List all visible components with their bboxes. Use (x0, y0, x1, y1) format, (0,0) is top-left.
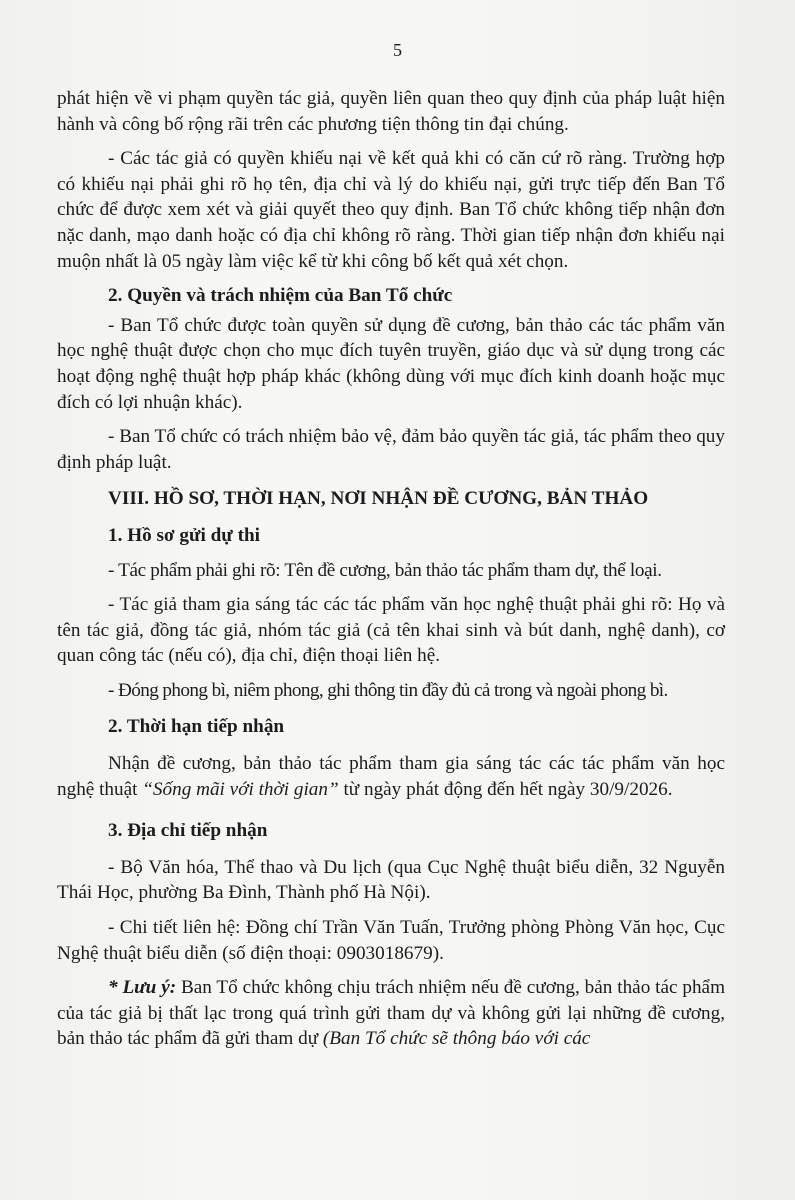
paragraph-continuation: phát hiện về vi phạm quyền tác giả, quyền liên quan theo quy định của pháp luật hiện hành và công bố rộng rãi trên các phương tiện thông tin đại chúng. (57, 88, 725, 135)
heading-section-viii: VIII. HỒ SƠ, THỜI HẠN, NƠI NHẬN ĐỀ CƯƠNG, BẢN THẢO (108, 488, 649, 510)
paragraph-organizer-protection: - Ban Tổ chức có trách nhiệm bảo vệ, đảm bảo quyền tác giả, tác phẩm theo quy định pháp luật. (57, 426, 725, 473)
heading-address: 3. Địa chỉ tiếp nhận (108, 820, 268, 842)
paragraph-ministry-address: - Bộ Văn hóa, Thể thao và Du lịch (qua Cục Nghệ thuật biểu diễn, 32 Nguyễn Thái Học, phường Ba Đình, Thành phố Hà Nội). (57, 856, 725, 904)
paragraph-complaints: - Các tác giả có quyền khiếu nại về kết quả khi có căn cứ rõ ràng. Trường hợp có khiếu nại phải ghi rõ họ tên, địa chỉ và lý do khiếu nại, gửi trực tiếp đến Ban Tổ chức để được xem xét và giải quyết theo quy định. Ban Tổ chức không tiếp nhận đơn nặc danh, mạo danh hoặc có địa chỉ không rõ ràng. Thời gian tiếp nhận đơn khiếu nại muộn nhất là 05 ngày làm việc kể từ khi công bố kết quả xét chọn. (57, 148, 725, 272)
page-number: 5 (393, 40, 402, 60)
heading-organizer-rights: 2. Quyền và trách nhiệm của Ban Tổ chức (108, 285, 453, 307)
heading-deadline: 2. Thời hạn tiếp nhận (108, 716, 285, 738)
paragraph-work-info: - Tác phẩm phải ghi rõ: Tên đề cương, bản thảo tác phẩm tham dự, thể loại. (108, 559, 662, 581)
paragraph-deadline (57, 751, 725, 802)
note-text: Ban Tổ chức không chịu trách nhiệm nếu đề cương, bản thảo tác phẩm của tác giả bị thất lạc trong quá trình gửi tham dự và không gửi lại những đề cương, bản thảo tác phẩm đã gửi tham dự (57, 977, 725, 1050)
paragraph-note (57, 975, 725, 1052)
paragraph-envelope: - Đóng phong bì, niêm phong, ghi thông tin đầy đủ cả trong và ngoài phong bì. (108, 679, 668, 701)
note-label: * Lưu ý: (108, 977, 177, 999)
deadline-text-start: Nhận đề cương, bản thảo tác phẩm tham gia sáng tác các tác phẩm văn học nghệ thuật (57, 753, 725, 800)
paragraph-organizer-usage: - Ban Tổ chức được toàn quyền sử dụng đề cương, bản thảo các tác phẩm văn học nghệ thuật được chọn cho mục đích tuyên truyền, giáo dục và sử dụng trong các hoạt động nghệ thuật hợp pháp khác (không dùng với mục đích kinh doanh hoặc mục đích có lợi nhuận khác). (57, 314, 725, 413)
deadline-text-end: từ ngày phát động đến hết ngày 30/9/2026. (338, 778, 673, 800)
paragraph-author-info: - Tác giả tham gia sáng tác các tác phẩm văn học nghệ thuật phải ghi rõ: Họ và tên tác giả, đồng tác giả, nhóm tác giả (cả tên khai sinh và bút danh, nghệ danh), cơ quan công tác (nếu có), địa chỉ, điện thoại liên hệ. (57, 594, 725, 667)
campaign-title: “Sống mãi với thời gian” (142, 778, 339, 800)
document-body (57, 86, 725, 1052)
heading-dossier: 1. Hồ sơ gửi dự thi (108, 524, 261, 546)
note-italic: (Ban Tổ chức sẽ thông báo với các (322, 1028, 591, 1050)
paragraph-contact: - Chi tiết liên hệ: Đồng chí Trần Văn Tuấn, Trưởng phòng Phòng Văn học, Cục Nghệ thuật biểu diễn (số điện thoại: 0903018679). (57, 917, 725, 964)
